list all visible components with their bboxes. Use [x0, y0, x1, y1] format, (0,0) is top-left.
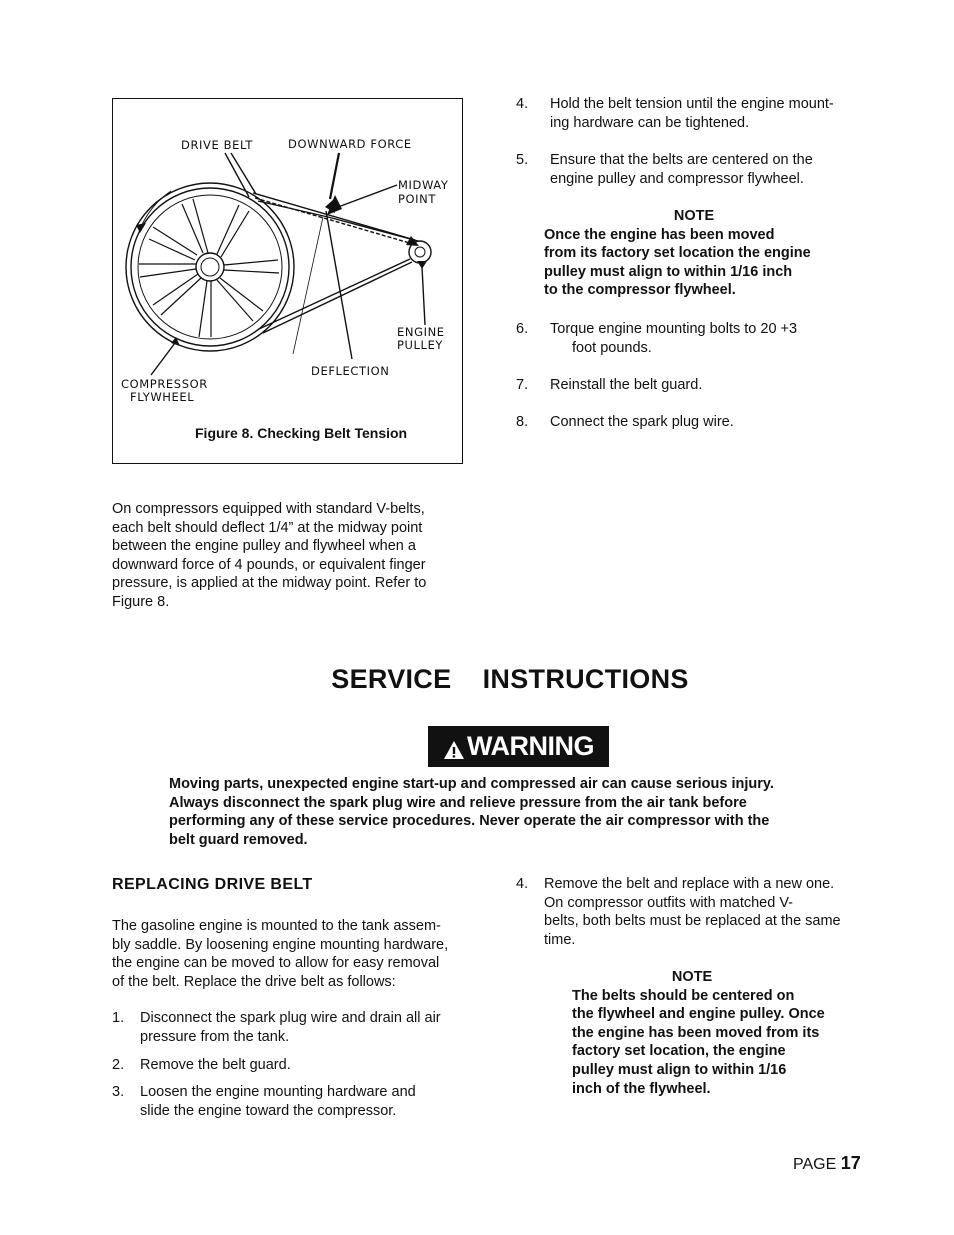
- list-item: [516, 376, 866, 395]
- list-item: [516, 320, 866, 357]
- engine-label-2: PULLEY: [397, 338, 444, 352]
- text-line: time.: [544, 931, 576, 948]
- warning-badge: [428, 726, 609, 767]
- text-line: Once the engine has been moved: [544, 226, 775, 243]
- text-line: ing hardware can be tightened.: [550, 114, 750, 131]
- warning-triangle-icon: [443, 737, 465, 759]
- text-line: Disconnect the spark plug wire and drain all air: [140, 1010, 441, 1026]
- text-line: foot pounds.: [572, 339, 652, 356]
- text-line: Torque engine mounting bolts to 20 +3: [550, 321, 798, 337]
- note-2: [572, 968, 867, 1098]
- list-item: [516, 95, 866, 132]
- midway-label-2: POINT: [398, 192, 437, 206]
- text-line: each belt should deflect 1/4” at the midway point: [112, 519, 423, 536]
- text-line: Connect the spark plug wire.: [550, 414, 734, 430]
- text-line: On compressors equipped with standard V-belts,: [112, 501, 425, 517]
- deflection-label: DEFLECTION: [311, 364, 390, 378]
- text-line: belts, both belts must be replaced at the same: [544, 913, 841, 930]
- page-label: PAGE: [793, 1156, 837, 1173]
- step-number: 6.: [516, 321, 529, 337]
- page-number: 17: [840, 1153, 861, 1173]
- list-item: [112, 1056, 472, 1075]
- list-item: [112, 1009, 472, 1046]
- text-line: the engine can be moved to allow for easy removal: [112, 955, 440, 972]
- engine-label-1: ENGINE: [397, 325, 445, 339]
- text-line: Ensure that the belts are centered on the: [550, 152, 813, 168]
- text-line: bly saddle. By loosening engine mounting hardware,: [112, 936, 449, 953]
- note-title: NOTE: [671, 969, 713, 985]
- belt-tension-diagram: [113, 99, 462, 463]
- replacing-paragraph: [112, 917, 477, 991]
- text-line: pressure, is applied at the midway point. Refer to: [112, 575, 427, 592]
- text-line: between the engine pulley and flywheel when a: [112, 538, 416, 555]
- text-line: of the belt. Replace the drive belt as follows:: [112, 973, 396, 990]
- subsection-title: REPLACING DRIVE BELT: [112, 876, 313, 893]
- text-line: Moving parts, unexpected engine start-up and compressed air can cause serious injury.: [169, 776, 774, 792]
- midway-label-1: MIDWAY: [398, 178, 449, 192]
- list-item: [516, 413, 866, 432]
- step-number: 7.: [516, 377, 529, 393]
- text-line: from its factory set location the engine: [544, 245, 811, 262]
- text-line: Remove the belt guard.: [140, 1057, 291, 1073]
- note-title: NOTE: [673, 208, 715, 224]
- warning-text: [169, 775, 849, 849]
- text-line: The gasoline engine is mounted to the tank assem-: [112, 918, 441, 934]
- figure-caption: Figure 8. Checking Belt Tension: [195, 425, 408, 441]
- text-line: pulley must align to within 1/16: [572, 1061, 787, 1078]
- text-line: The belts should be centered on: [572, 987, 795, 1004]
- text-line: Figure 8.: [112, 593, 170, 610]
- text-line: engine pulley and compressor flywheel.: [550, 170, 804, 187]
- list-item: [516, 875, 866, 949]
- text-line: pulley must align to within 1/16 inch: [544, 263, 793, 280]
- text-line: belt guard removed.: [169, 831, 308, 848]
- text-line: Always disconnect the spark plug wire and relieve pressure from the air tank before: [169, 794, 747, 811]
- text-line: Hold the belt tension until the engine mount-: [550, 96, 834, 112]
- compressor-label-2: FLYWHEEL: [130, 390, 195, 404]
- step-number: 1.: [112, 1010, 125, 1026]
- text-line: the flywheel and engine pulley. Once: [572, 1006, 825, 1023]
- list-item: [516, 151, 866, 188]
- text-line: Reinstall the belt guard.: [550, 377, 703, 393]
- warning-label: WARNING: [467, 731, 594, 761]
- text-line: the engine has been moved from its: [572, 1024, 820, 1041]
- text-line: Remove the belt and replace with a new one.: [544, 876, 835, 892]
- figure-8-box: [112, 98, 463, 464]
- text-line: inch of the flywheel.: [572, 1080, 711, 1097]
- drive-belt-label: DRIVE BELT: [181, 138, 254, 152]
- step-number: 3.: [112, 1084, 125, 1100]
- text-line: pressure from the tank.: [140, 1028, 290, 1045]
- compressor-label-1: COMPRESSOR: [121, 377, 208, 391]
- text-line: Loosen the engine mounting hardware and: [140, 1084, 416, 1100]
- text-line: slide the engine toward the compressor.: [140, 1102, 397, 1119]
- step-number: 4.: [516, 876, 529, 892]
- intro-paragraph: [112, 500, 472, 612]
- text-line: downward force of 4 pounds, or equivalent finger: [112, 556, 426, 573]
- step-number: 5.: [516, 152, 529, 168]
- list-item: [112, 1083, 472, 1120]
- step-number: 4.: [516, 96, 529, 112]
- section-heading: SERVICE INSTRUCTIONS: [331, 664, 689, 694]
- step-number: 2.: [112, 1057, 125, 1073]
- page-footer: [793, 1153, 861, 1174]
- text-line: On compressor outfits with matched V-: [544, 894, 794, 911]
- downward-force-label: DOWNWARD FORCE: [288, 137, 412, 151]
- step-number: 8.: [516, 414, 529, 430]
- note-1: [544, 207, 844, 300]
- text-line: performing any of these service procedures. Never operate the air compressor with the: [169, 813, 770, 830]
- text-line: to the compressor flywheel.: [544, 282, 736, 299]
- text-line: factory set location, the engine: [572, 1043, 786, 1060]
